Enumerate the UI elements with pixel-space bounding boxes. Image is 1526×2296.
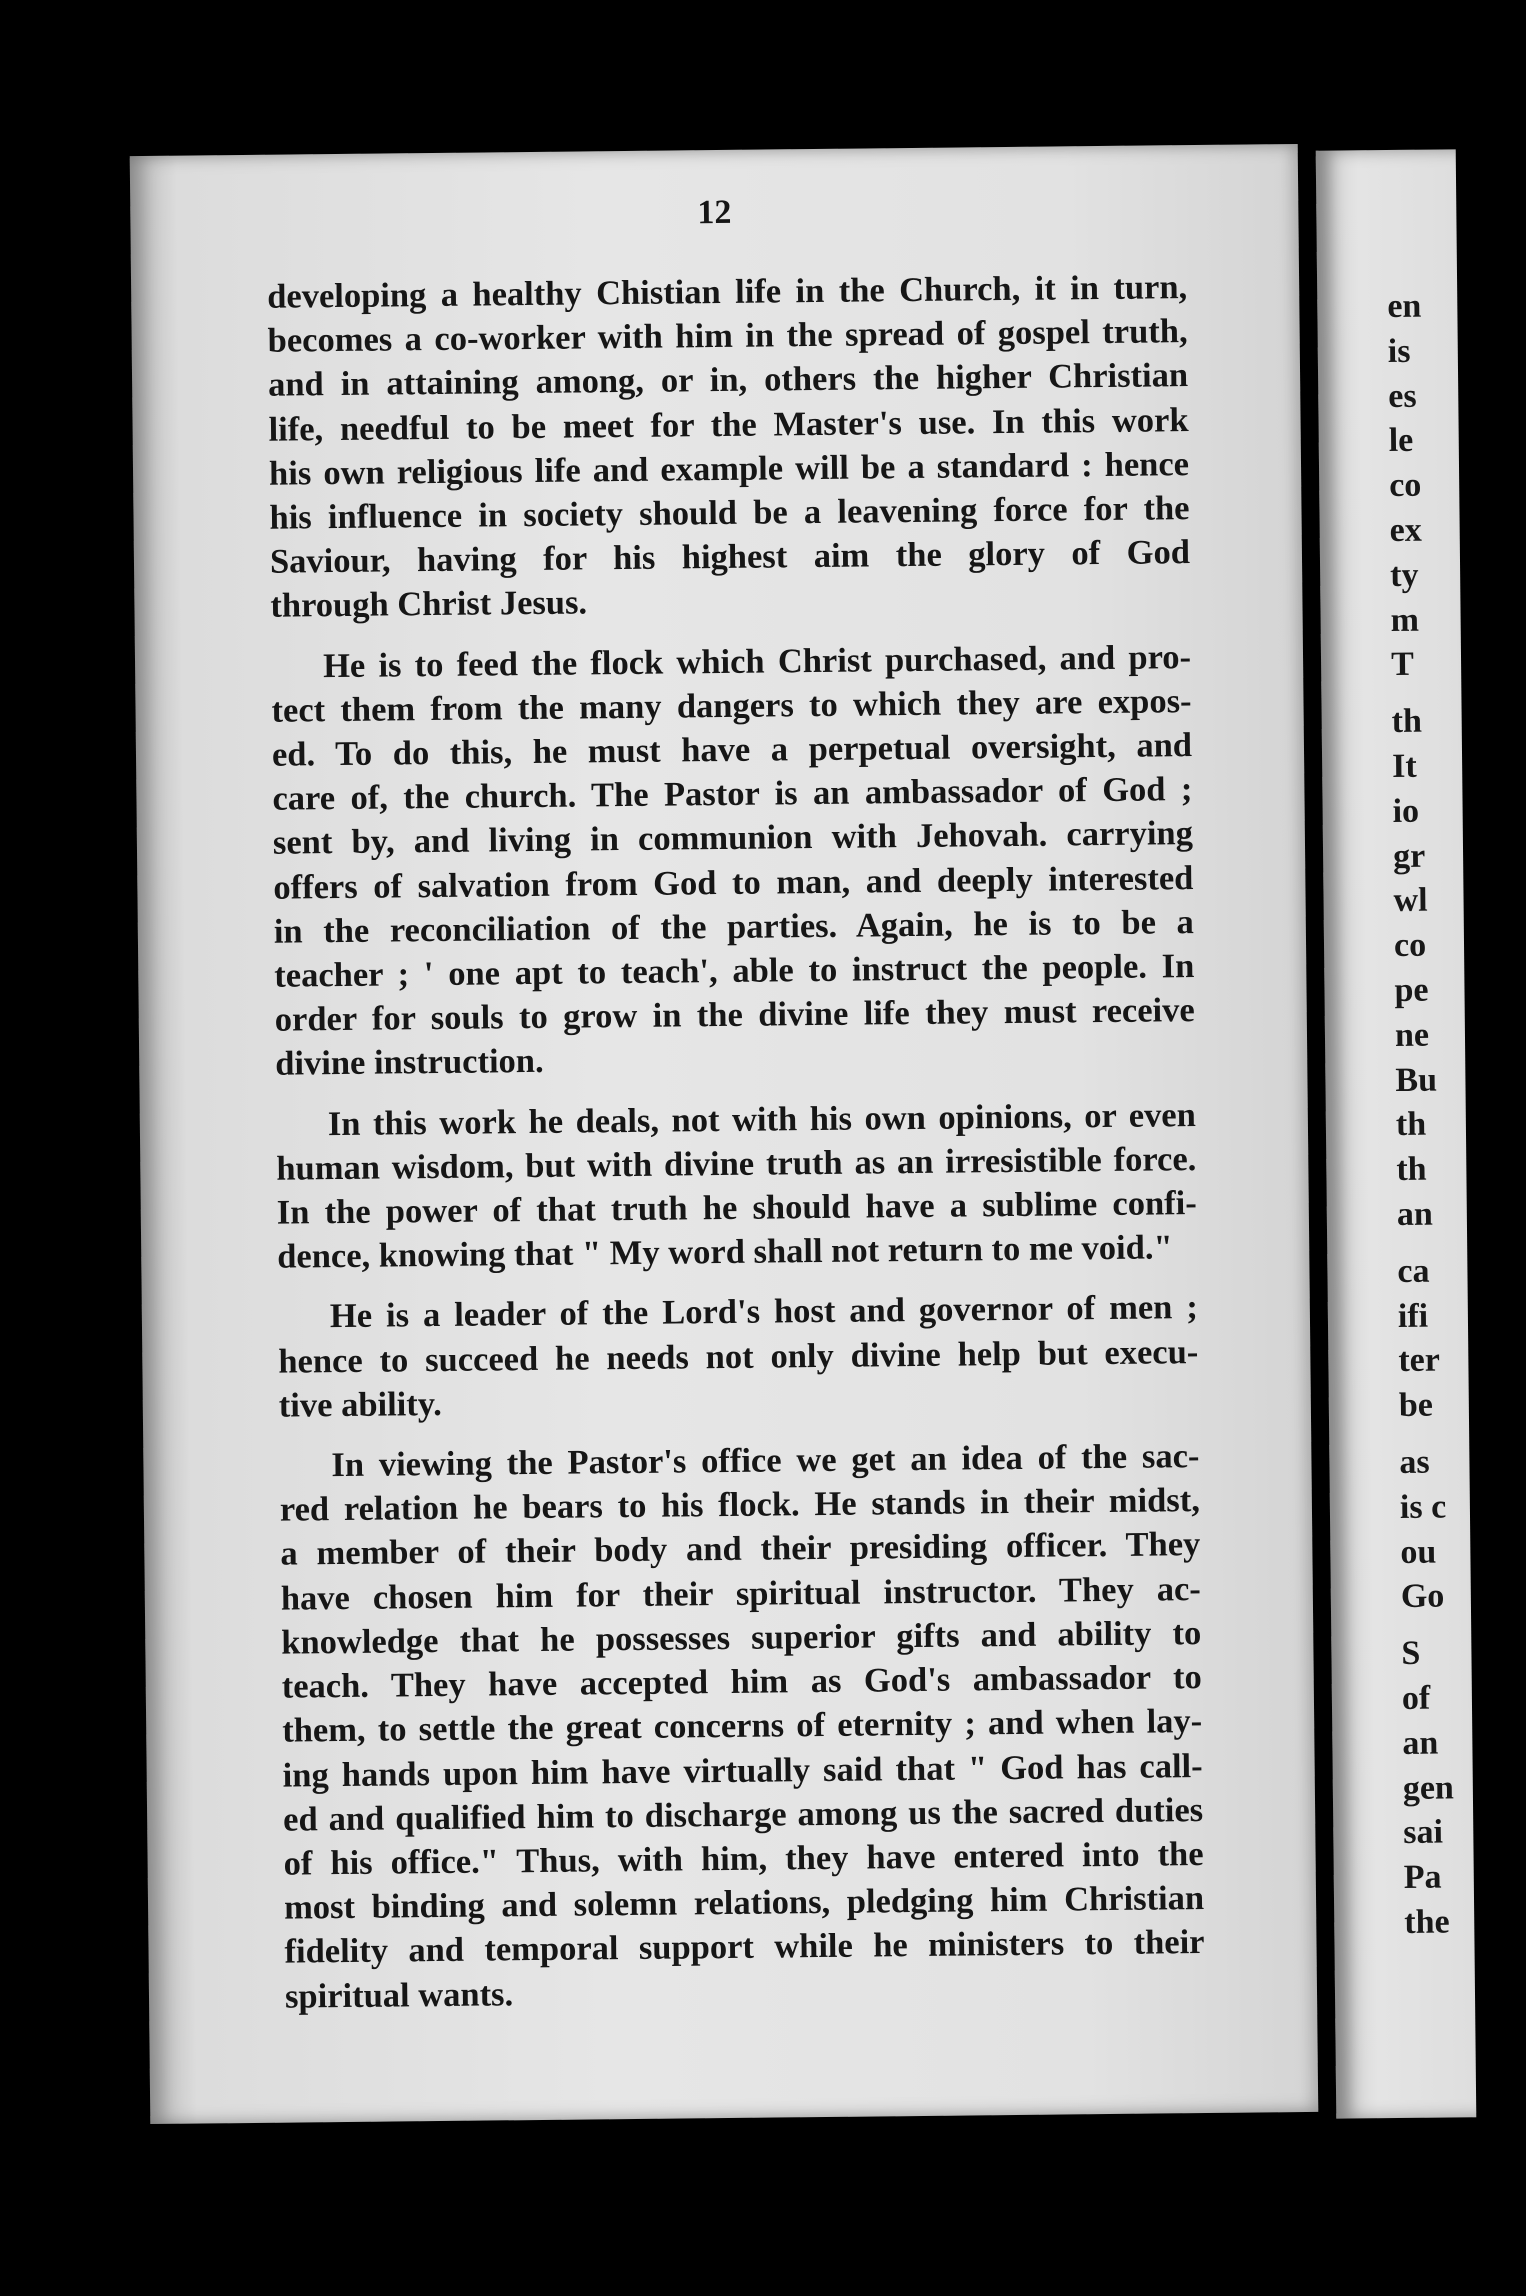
facing-page-fragment: gr xyxy=(1392,837,1426,875)
facing-page-fragment: io xyxy=(1392,792,1420,830)
text-line: most binding and solemn relations, pledging him Christian xyxy=(283,1879,1205,1927)
book-page xyxy=(130,144,1319,2124)
facing-page-fragment: S xyxy=(1401,1634,1421,1673)
page-number: 12 xyxy=(697,193,732,232)
text-line: dence, knowing that " My word shall not return to me void." xyxy=(277,1228,1173,1276)
text-line: and in attaining among, or in, others the higher Christian xyxy=(267,356,1189,405)
facing-page-text xyxy=(1387,284,1524,1946)
facing-page-fragment: Bu xyxy=(1395,1061,1438,1099)
text-line: In viewing the Pastor's office we get an idea of the sac- xyxy=(331,1437,1200,1485)
paragraph-5 xyxy=(279,1434,1205,2018)
text-line: order for souls to grow in the divine life they must receive xyxy=(274,991,1195,1039)
page-body xyxy=(267,265,1205,2018)
facing-page-fragment: pe xyxy=(1394,971,1429,1009)
facing-page-fragment: th xyxy=(1391,702,1423,741)
facing-page-fragment: is c xyxy=(1399,1488,1447,1526)
facing-page-fragment: of xyxy=(1401,1679,1431,1717)
facing-page-fragment: ifi xyxy=(1397,1297,1429,1335)
text-line: human wisdom, but with divine truth as an irresistible force. xyxy=(276,1139,1197,1188)
text-line: offers of salvation from God to man, and deeply interested xyxy=(273,858,1194,907)
text-line: fidelity and temporal support while he ministers to their xyxy=(284,1923,1205,1971)
facing-page-fragment: ty xyxy=(1389,556,1419,594)
facing-page-fragment: be xyxy=(1398,1386,1434,1425)
facing-page-edge xyxy=(1316,149,1477,2118)
facing-page-fragment: Go xyxy=(1400,1577,1445,1616)
text-line: teacher ; ' one apt to teach', able to instruct the people. In xyxy=(274,947,1195,995)
text-line: sent by, and living in communion with Jehovah. carrying xyxy=(272,814,1194,863)
text-line: teach. They have accepted him as God's ambassador to xyxy=(281,1658,1202,1706)
text-line: of his office." Thus, with him, they have entered into the xyxy=(283,1834,1204,1883)
text-line: ed. To do this, he must have a perpetual oversight, and xyxy=(271,726,1193,774)
facing-page-fragment: wl xyxy=(1393,882,1428,920)
facing-page-fragment: en xyxy=(1387,287,1422,326)
facing-page-fragment: ou xyxy=(1400,1533,1437,1571)
facing-page-fragment: ter xyxy=(1398,1341,1441,1380)
text-line: In this work he deals, not with his own opinions, or even xyxy=(327,1095,1197,1143)
paragraph-3 xyxy=(276,1093,1198,1279)
facing-page-fragment: co xyxy=(1389,466,1422,505)
facing-page-fragment: is xyxy=(1387,332,1411,370)
text-line: In the power of that truth he should have a sublime confi- xyxy=(276,1184,1197,1232)
text-line: divine instruction. xyxy=(275,1042,544,1084)
text-line: becomes a co-worker with him in the spread of gospel truth, xyxy=(267,312,1188,360)
facing-page-fragment: ne xyxy=(1394,1016,1430,1054)
facing-page-fragment: as xyxy=(1399,1443,1430,1481)
text-line: red relation he bears to his flock. He stands in their midst, xyxy=(279,1481,1201,1529)
text-line: ing hands upon him have virtually said that " God has call- xyxy=(282,1746,1203,1795)
facing-page-fragment: sai xyxy=(1403,1813,1444,1852)
text-line: in the reconciliation of the parties. Again, he is to be a xyxy=(273,902,1195,951)
text-line: He is a leader of the Lord's host and governor of men ; xyxy=(329,1288,1199,1336)
text-line: care of, the church. The Pastor is an ambassador of God ; xyxy=(272,770,1193,818)
text-line: a member of their body and their presiding officer. They xyxy=(280,1525,1201,1574)
text-line: his influence in society should be a leavening force for the xyxy=(269,489,1190,537)
text-line: his own religious life and example will be a standard : hence xyxy=(268,444,1190,493)
facing-page-fragment: the xyxy=(1404,1903,1450,1941)
paragraph-2 xyxy=(271,635,1196,1087)
text-line: developing a healthy Chistian life in the Church, it in turn, xyxy=(267,268,1188,316)
facing-page-fragment: T xyxy=(1390,646,1414,684)
facing-page-fragment: es xyxy=(1388,377,1417,415)
text-line: through Christ Jesus. xyxy=(270,583,588,626)
paragraph-4 xyxy=(278,1286,1199,1428)
facing-page-fragment: th xyxy=(1396,1150,1427,1189)
text-line: tect them from the many dangers to which they are expos- xyxy=(271,681,1192,730)
text-line: life, needful to be meet for the Master's use. In this work xyxy=(268,400,1189,449)
facing-page-fragment: gen xyxy=(1402,1768,1455,1807)
facing-page-fragment: le xyxy=(1388,422,1414,460)
paragraph-1 xyxy=(267,265,1191,628)
text-line: have chosen him for their spiritual instructor. They ac- xyxy=(280,1569,1201,1618)
text-line: knowledge that he possesses superior gifts and ability to xyxy=(281,1613,1202,1662)
facing-page-fragment: th xyxy=(1395,1106,1427,1144)
facing-page-fragment: m xyxy=(1390,601,1420,639)
facing-page-fragment: ex xyxy=(1389,511,1422,550)
text-line: hence to succeed he needs not only divine help but execu- xyxy=(278,1332,1199,1381)
text-line: spiritual wants. xyxy=(284,1974,514,2016)
text-line: ed and qualified him to discharge among us the sacred duties xyxy=(282,1790,1204,1839)
text-line: He is to feed the flock which Christ purchased, and pro- xyxy=(322,637,1192,685)
text-line: tive ability. xyxy=(278,1384,442,1425)
facing-page-fragment: Pa xyxy=(1403,1858,1442,1897)
facing-page-fragment: It xyxy=(1391,747,1417,785)
facing-page-fragment: co xyxy=(1393,926,1427,965)
facing-page-fragment: ca xyxy=(1397,1252,1430,1290)
text-line: them, to settle the great concerns of eternity ; and when lay- xyxy=(282,1702,1203,1750)
facing-page-fragment: an xyxy=(1396,1195,1433,1233)
facing-page-fragment: an xyxy=(1402,1724,1439,1762)
text-line: Saviour, having for his highest aim the glory of God xyxy=(269,533,1191,581)
